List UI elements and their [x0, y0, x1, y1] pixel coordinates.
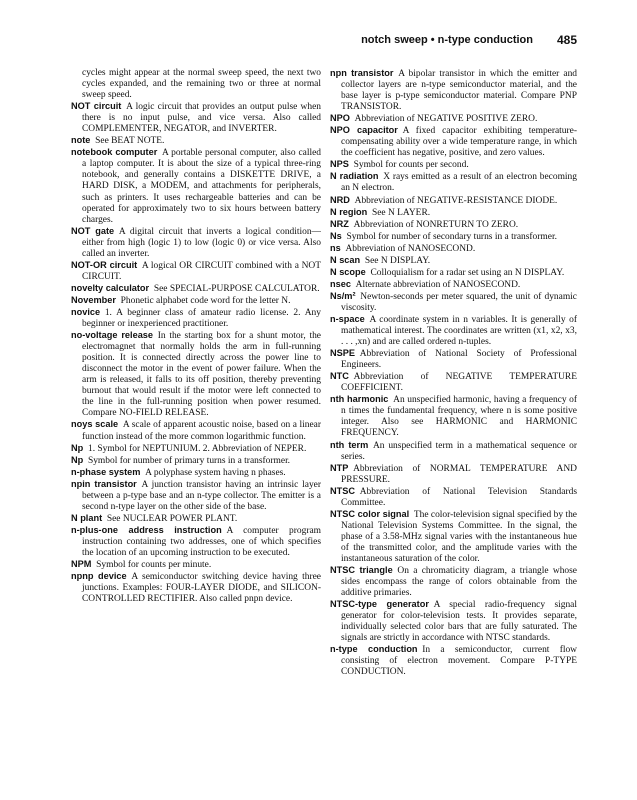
- dictionary-entry: [330, 291, 577, 314]
- dictionary-entry: [71, 307, 321, 330]
- dictionary-entry: [71, 330, 321, 419]
- entry-definition: A junction transistor having an intrinsic layer between a p-type base and an n-type collector. The emitter is a second n-type layer on the other side of the base.: [82, 479, 321, 512]
- entry-definition: A bipolar transistor in which the emitter and collector layers are n-type semiconductor material, and the base layer is p-type semiconductor material. Compare PNP TRANSISTOR.: [341, 69, 578, 113]
- dictionary-entry: [71, 135, 321, 147]
- entry-definition: X rays emitted as a result of an electron becoming an N electron.: [341, 172, 577, 194]
- dictionary-entry: [71, 443, 321, 455]
- entry-definition: A logical OR CIRCUIT combined with a NOT CIRCUIT.: [82, 260, 321, 282]
- dictionary-entry: [330, 565, 577, 599]
- entry-term: NPS: [330, 159, 349, 170]
- dictionary-entry: [71, 283, 321, 295]
- entry-term: November: [71, 294, 116, 305]
- entry-term: n-space: [330, 313, 365, 324]
- entry-definition: Alternate abbreviation of NANOSECOND.: [355, 279, 521, 290]
- entry-definition: Abbreviation of NANOSECOND.: [345, 243, 476, 254]
- dictionary-entry: [330, 159, 577, 171]
- dictionary-entry: [330, 394, 577, 439]
- dictionary-entry: [71, 479, 321, 513]
- entry-definition: See BEAT NOTE.: [95, 136, 165, 147]
- running-header: [0, 34, 577, 48]
- entry-term: n-phase system: [71, 466, 141, 477]
- entry-term: NTSC color signal: [330, 508, 410, 519]
- entry-term: NTSC: [330, 485, 356, 496]
- dictionary-entry: [71, 455, 321, 467]
- entry-term: NRD: [330, 194, 350, 205]
- entry-definition: A fixed capacitor exhibiting temperature-compensating ability over a wide temperature range, in which the coefficient has negative, positive, and zero values.: [341, 126, 577, 159]
- entry-term: nsec: [330, 278, 351, 289]
- dictionary-entry: [330, 279, 577, 291]
- entry-term: novice: [71, 306, 101, 317]
- dictionary-entry: [71, 68, 321, 101]
- dictionary-entry: [330, 371, 577, 394]
- right-column: [330, 68, 577, 678]
- dictionary-entry: [330, 68, 577, 113]
- entry-term: Ns: [330, 230, 342, 241]
- entry-definition: A coordinate system in n variables. It is generally of mathematical interest. The coordinates are written (x1, x2, x3, . . . ,xn) and are called ordered n-tuples.: [341, 314, 577, 348]
- entry-term: noys scale: [71, 419, 119, 430]
- entry-definition: See N LAYER.: [371, 207, 431, 218]
- entry-definition: A logic circuit that provides an output pulse when there is no input pulse, and vice versa. Also called COMPLEMENTER, NEGATOR, and INVERTER.: [82, 102, 321, 135]
- entry-term: nth term: [330, 439, 369, 450]
- entry-term: novelty calculator: [71, 282, 150, 293]
- entry-definition: Newton-seconds per meter squared, the unit of dynamic viscosity.: [341, 291, 577, 313]
- entry-term: NSPE: [330, 348, 356, 359]
- left-column: [71, 68, 321, 605]
- entry-definition: In the starting box for a shunt motor, the electromagnet that normally holds the arm in full-running position. It is connected directly across the power line to disconnect the motor in the event of power failure. When the arm is released, it falls to its off position, thereby preventing burnout that would result if the motor were left connected to the line in the full-running position when power resumed. Compare NO-FIELD RELEASE.: [82, 331, 321, 419]
- entry-definition: A scale of apparent acoustic noise, based on a linear function instead of the more common logarithmic function.: [82, 420, 321, 442]
- entry-definition: Symbol for counts per second.: [353, 160, 469, 171]
- entry-term: Np: [71, 442, 84, 453]
- page-number: 485: [556, 33, 577, 47]
- running-header-title: notch sweep • n-type conduction: [361, 34, 533, 46]
- dictionary-entry: [330, 644, 577, 678]
- entry-definition: cycles might appear at the normal sweep speed, the next two cycles expanded, and the remaining two or three at normal sweep speed.: [82, 68, 321, 101]
- dictionary-entry: [330, 348, 577, 371]
- dictionary-entry: [330, 440, 577, 463]
- entry-term: N scan: [330, 254, 361, 265]
- entry-term: n-type conduction: [330, 644, 418, 655]
- entry-term: NTSC-type generator: [330, 599, 429, 610]
- entry-term: NOT circuit: [71, 101, 122, 112]
- dictionary-entry: [71, 571, 321, 605]
- entry-term: npnp device: [71, 571, 127, 582]
- entry-term: N plant: [71, 512, 103, 523]
- entry-term: nth harmonic: [330, 394, 389, 405]
- entry-definition: An unspecified term in a mathematical sequence or series.: [341, 440, 577, 462]
- dictionary-entry: [330, 125, 577, 159]
- entry-definition: In a semiconductor, current flow consisting of electron movement. Compare P-TYPE CONDUCTION.: [341, 645, 577, 678]
- entry-term: no-voltage release: [71, 330, 154, 341]
- entry-definition: Abbreviation of NONRETURN TO ZERO.: [353, 219, 519, 230]
- entry-definition: A computer program instruction containing two addresses, one of which specifies the location of an upcoming instruction to be executed.: [82, 525, 322, 558]
- dictionary-entry: [330, 599, 577, 644]
- entry-definition: See N DISPLAY.: [364, 255, 431, 266]
- entry-definition: 1. A beginner class of amateur radio license. 2. Any beginner or inexperienced practitioner.: [82, 307, 321, 330]
- entry-term: Np: [71, 454, 84, 465]
- entry-definition: Abbreviation of NEGATIVE TEMPERATURE COEFFICIENT.: [341, 372, 577, 394]
- entry-definition: Colloquialism for a radar set using an N DISPLAY.: [370, 267, 565, 278]
- entry-definition: Symbol for number of secondary turns in a transformer.: [346, 231, 557, 242]
- dictionary-entry: [330, 509, 577, 565]
- entry-term: notebook computer: [71, 147, 158, 158]
- dictionary-entry: [71, 559, 321, 571]
- entry-definition: 1. Symbol for NEPTUNIUM. 2. Abbreviation of NEPER.: [87, 443, 307, 454]
- entry-term: Ns/m²: [330, 290, 356, 301]
- dictionary-entry: [71, 101, 321, 135]
- entry-definition: Abbreviation of NEGATIVE POSITIVE ZERO.: [354, 114, 538, 125]
- entry-definition: On a chromaticity diagram, a triangle whose sides encompass the range of colors obtainable from the additive primaries.: [341, 566, 577, 599]
- entry-term: NTC: [330, 371, 349, 382]
- dictionary-entry: [330, 463, 577, 486]
- entry-definition: Phonetic alphabet code word for the letter N.: [120, 295, 291, 306]
- entry-definition: An unspecified harmonic, having a frequency of n times the fundamental frequency, where n is some positive integer. Also see HARMONIC and HARMONIC FREQUENCY.: [341, 395, 577, 439]
- entry-term: note: [71, 135, 91, 146]
- entry-term: NOT-OR circuit: [71, 259, 138, 270]
- entry-definition: Abbreviation of NEGATIVE-RESISTANCE DIODE.: [354, 195, 558, 206]
- entry-definition: Abbreviation of National Television Standards Committee.: [341, 486, 577, 508]
- entry-term: NPM: [71, 559, 92, 570]
- dictionary-entry: [330, 113, 577, 125]
- entry-definition: Abbreviation of National Society of Professional Engineers.: [341, 349, 577, 371]
- entry-definition: A portable personal computer, also called a laptop computer. It is about the size of a typical three-ring notebook, and generally contains a DISKETTE DRIVE, a HARD DISK, a MODEM, and attachments for peripherals, such as printers. It uses rechargeable batteries and can be operated for approximately two to six hours between battery charges.: [82, 148, 321, 225]
- entry-definition: Symbol for counts per minute.: [96, 560, 212, 571]
- dictionary-entry: [330, 195, 577, 207]
- entry-term: NPO capacitor: [330, 125, 398, 136]
- entry-term: NOT gate: [71, 225, 115, 236]
- entry-term: N scope: [330, 266, 366, 277]
- dictionary-entry: [71, 467, 321, 479]
- dictionary-entry: [330, 486, 577, 509]
- dictionary-entry: [330, 255, 577, 267]
- entry-definition: Symbol for number of primary turns in a transformer.: [87, 455, 291, 466]
- dictionary-entry: [71, 295, 321, 307]
- entry-definition: The color-television signal specified by the National Television Systems Committee. In the signal, the phase of a 3.58-MHz signal varies with the instantaneous hue of the transmitted color, and the amplitude varies with the instantaneous saturation of the color.: [341, 509, 577, 564]
- entry-term: npin transistor: [71, 478, 137, 489]
- dictionary-entry: [330, 243, 577, 255]
- entry-term: npn transistor: [330, 68, 394, 78]
- entry-term: n-plus-one address instruction: [71, 524, 222, 535]
- entry-term: ns: [330, 242, 341, 253]
- dictionary-entry: [71, 419, 321, 442]
- entry-definition: A semiconductor switching device having three junctions. Examples: FOUR-LAYER DIODE, and SILICON-CONTROLLED RECTIFIER. Also called pnpn device.: [82, 572, 322, 605]
- dictionary-entry: [330, 171, 577, 194]
- dictionary-entry: [330, 219, 577, 231]
- dictionary-entry: [330, 267, 577, 279]
- entry-term: N region: [330, 206, 368, 217]
- dictionary-entry: [330, 231, 577, 243]
- entry-definition: See NUCLEAR POWER PLANT.: [106, 513, 238, 524]
- dictionary-entry: [71, 260, 321, 283]
- entry-definition: Abbreviation of NORMAL TEMPERATURE AND PRESSURE.: [341, 463, 577, 485]
- dictionary-entry: [71, 226, 321, 260]
- dictionary-entry: [71, 513, 321, 525]
- entry-term: NTSC triangle: [330, 565, 393, 576]
- dictionary-entry: [330, 207, 577, 219]
- entry-term: NRZ: [330, 218, 349, 229]
- dictionary-entry: [71, 147, 321, 225]
- entry-definition: A polyphase system having n phases.: [145, 467, 286, 478]
- entry-term: NPO: [330, 113, 350, 124]
- entry-definition: A special radio-frequency signal generator for color-television tests. It provides separate, individually selected color bars that are fully saturated. The signals are strictly in accordance with NTSC standards.: [341, 600, 577, 644]
- entry-definition: A digital circuit that inverts a logical condition—either from high (logic 1) to low (logic 0) or vice versa. Also called an inverter.: [82, 226, 321, 259]
- entry-term: N radiation: [330, 171, 379, 182]
- entry-definition: See SPECIAL-PURPOSE CALCULATOR.: [153, 283, 320, 294]
- dictionary-entry: [71, 525, 321, 559]
- dictionary-entry: [330, 314, 577, 348]
- entry-term: NTP: [330, 462, 349, 473]
